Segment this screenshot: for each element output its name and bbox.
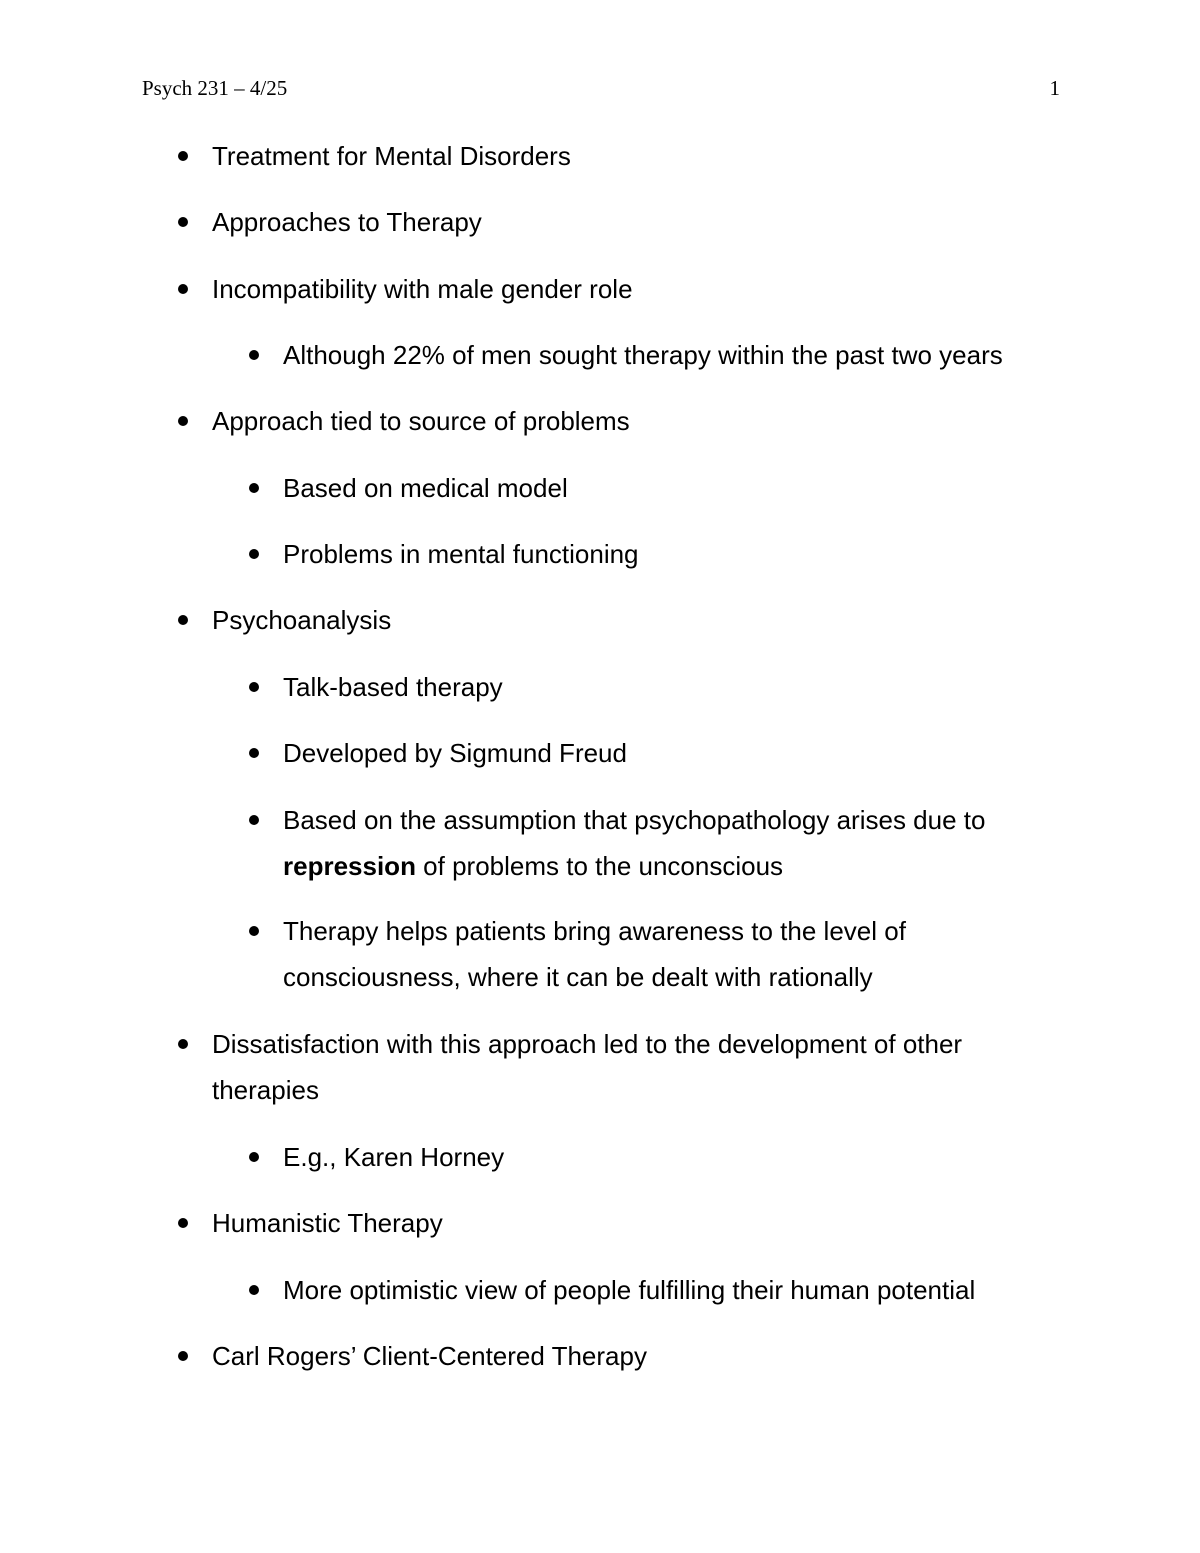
bullet-icon	[178, 416, 188, 426]
list-item	[283, 730, 1063, 776]
list-item	[283, 332, 1063, 378]
page-number: 1	[1049, 76, 1060, 100]
list-item-text-continued: of problems to the unconscious	[415, 851, 784, 881]
list-item	[283, 664, 1063, 710]
bullet-icon	[178, 1218, 188, 1228]
list-item-text: Psychoanalysis	[212, 605, 392, 635]
bullet-icon	[178, 615, 188, 625]
list-item-text: Based on the assumption that psychopathology arises due to	[283, 805, 986, 835]
list-item-text: Approach tied to source of problems	[212, 406, 630, 436]
list-item	[283, 465, 1063, 511]
list-item	[283, 908, 983, 1000]
bullet-icon	[249, 350, 259, 360]
list-item-text: Carl Rogers’ Client-Centered Therapy	[212, 1341, 647, 1371]
list-item-text: Although 22% of men sought therapy within the past two years	[283, 340, 1003, 370]
bullet-icon	[178, 1039, 188, 1049]
list-item	[212, 199, 1032, 245]
bullet-icon	[178, 1351, 188, 1361]
list-item-text: Dissatisfaction with this approach led to the development of other therapies	[212, 1029, 963, 1105]
list-item-text: E.g., Karen Horney	[283, 1142, 505, 1172]
list-item	[283, 1267, 1063, 1313]
list-item	[212, 398, 1032, 444]
list-item	[283, 1134, 1063, 1180]
list-item	[212, 1021, 1012, 1113]
bullet-icon	[249, 748, 259, 758]
list-item-text: Incompatibility with male gender role	[212, 274, 633, 304]
list-item	[283, 531, 1063, 577]
list-item-text: Developed by Sigmund Freud	[283, 738, 627, 768]
list-item-text: Talk-based therapy	[283, 672, 503, 702]
list-item-text: Problems in mental functioning	[283, 539, 639, 569]
bullet-icon	[249, 682, 259, 692]
bullet-icon	[178, 151, 188, 161]
bullet-icon	[178, 284, 188, 294]
list-item	[212, 1333, 1032, 1379]
list-item	[283, 797, 1043, 889]
list-item	[212, 133, 1032, 179]
bullet-icon	[249, 1152, 259, 1162]
list-item	[212, 597, 1032, 643]
bullet-icon	[249, 815, 259, 825]
list-item	[212, 1200, 1032, 1246]
emphasized-term: repression	[283, 851, 416, 881]
list-item-text: Approaches to Therapy	[212, 207, 482, 237]
list-item-text: Humanistic Therapy	[212, 1208, 443, 1238]
bullet-icon	[178, 217, 188, 227]
page-header-title: Psych 231 – 4/25	[142, 76, 288, 100]
list-item-text: Based on medical model	[283, 473, 568, 503]
list-item-text: Treatment for Mental Disorders	[212, 141, 571, 171]
bullet-icon	[249, 483, 259, 493]
bullet-icon	[249, 926, 259, 936]
list-item	[212, 266, 1032, 312]
list-item-text: More optimistic view of people fulfilling their human potential	[283, 1275, 976, 1305]
bullet-icon	[249, 549, 259, 559]
bullet-icon	[249, 1285, 259, 1295]
list-item-text: Therapy helps patients bring awareness to the level of consciousness, where it can be dealt with rationally	[283, 916, 906, 992]
